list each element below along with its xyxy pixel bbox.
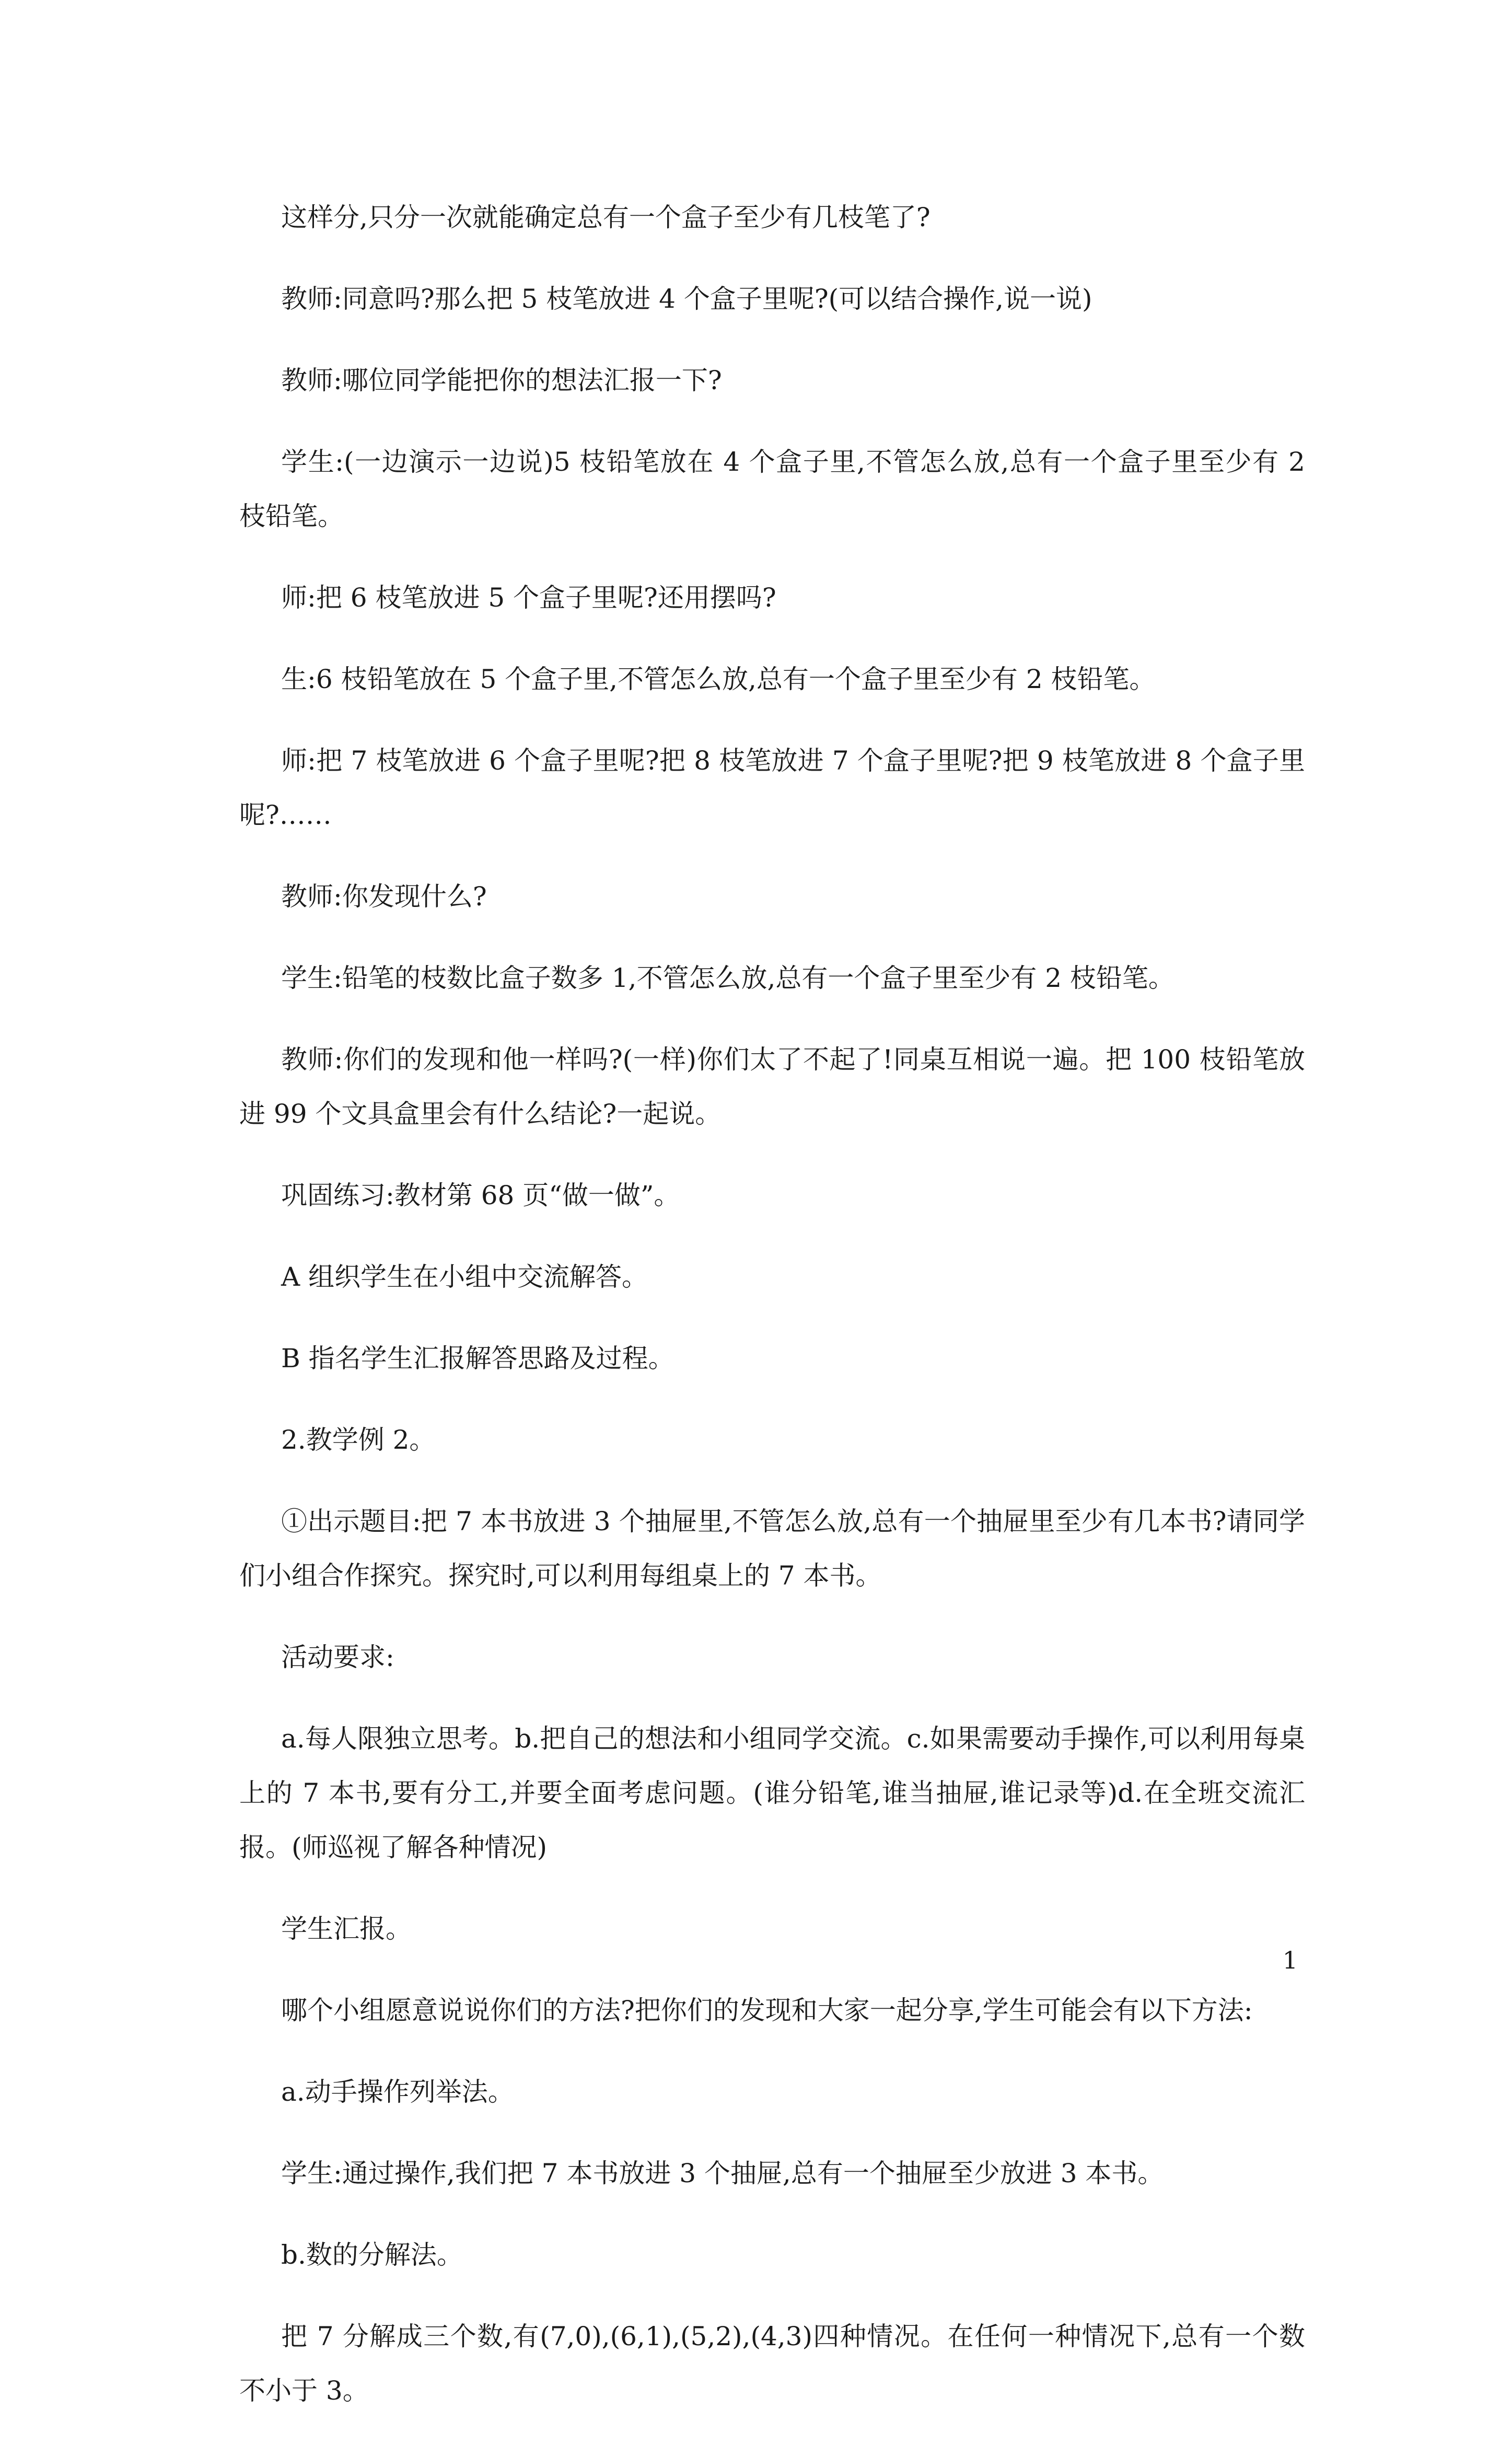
paragraph: 教师:同意吗?那么把 5 枝笔放进 4 个盒子里呢?(可以结合操作,说一说): [281, 284, 1092, 314]
paragraph: 学生:(一边演示一边说)5 枝铅笔放在 4 个盒子里,不管怎么放,总有一个盒子里至少有 2 枝铅笔。: [239, 447, 1305, 531]
paragraph: 巩固练习:教材第 68 页“做一做”。: [281, 1180, 680, 1210]
paragraph: 师:把 7 枝笔放进 6 个盒子里呢?把 8 枝笔放进 7 个盒子里呢?把 9 枝笔放进 8 个盒子里呢?……: [239, 746, 1305, 830]
paragraph: a.动手操作列举法。: [281, 2077, 514, 2107]
paragraph: 教师:哪位同学能把你的想法汇报一下?: [281, 365, 722, 395]
paragraph: 2.教学例 2。: [281, 1425, 436, 1455]
paragraph: a.每人限独立思考。b.把自己的想法和小组同学交流。c.如果需要动手操作,可以利用每桌上的 7 本书,要有分工,并要全面考虑问题。(谁分铅笔,谁当抽屉,谁记录等)d.在全班交流汇报。(师巡视了解各种情况): [239, 1724, 1305, 1862]
page-number: 1: [1282, 1946, 1298, 1974]
paragraph: 活动要求:: [281, 1642, 394, 1672]
paragraph: 学生汇报。: [281, 1914, 412, 1944]
paragraph: 哪个小组愿意说说你们的方法?把你们的发现和大家一起分享,学生可能会有以下方法:: [281, 1995, 1253, 2025]
paragraph: 教师:你发现什么?: [281, 881, 487, 912]
paragraph: 学生:通过操作,我们把 7 本书放进 3 个抽屉,总有一个抽屉至少放进 3 本书。: [281, 2158, 1164, 2188]
paragraph: 学生:铅笔的枝数比盒子数多 1,不管怎么放,总有一个盒子里至少有 2 枝铅笔。: [281, 963, 1174, 993]
paragraph: B 指名学生汇报解答思路及过程。: [281, 1343, 674, 1373]
paragraph: 师:把 6 枝笔放进 5 个盒子里呢?还用摆吗?: [281, 583, 776, 613]
body-text: [239, 190, 1305, 2445]
paragraph: b.数的分解法。: [281, 2240, 463, 2270]
paragraph: 把 7 分解成三个数,有(7,0),(6,1),(5,2),(4,3)四种情况。在任何一种情况下,总有一个数不小于 3。: [239, 2321, 1305, 2406]
paragraph: 教师:你们的发现和他一样吗?(一样)你们太了不起了!同桌互相说一遍。把 100 枝铅笔放进 99 个文具盒里会有什么结论?一起说。: [239, 1044, 1305, 1129]
paragraph: 生:6 枝铅笔放在 5 个盒子里,不管怎么放,总有一个盒子里至少有 2 枝铅笔。: [281, 664, 1156, 694]
paragraph: ①出示题目:把 7 本书放进 3 个抽屉里,不管怎么放,总有一个抽屉里至少有几本书?请同学们小组合作探究。探究时,可以利用每组桌上的 7 本书。: [239, 1506, 1305, 1591]
paragraph: 这样分,只分一次就能确定总有一个盒子至少有几枝笔了?: [281, 202, 931, 232]
paragraph: A 组织学生在小组中交流解答。: [281, 1262, 648, 1292]
